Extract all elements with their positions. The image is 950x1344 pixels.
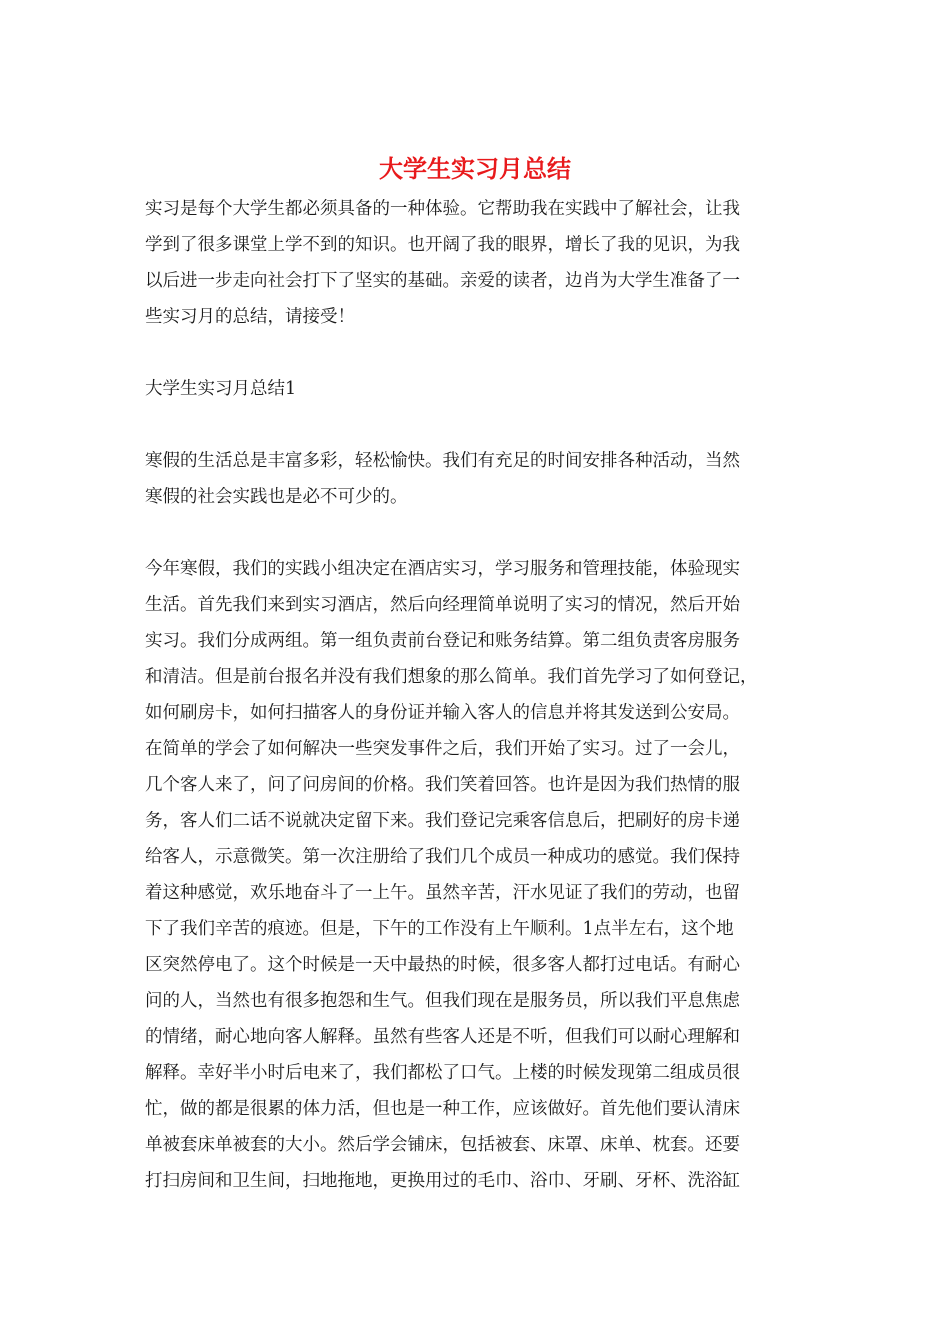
paragraph-line: 和清洁。但是前台报名并没有我们想象的那么简单。我们首先学习了如何登记， — [145, 667, 758, 687]
paragraph-line: 今年寒假，我们的实践小组决定在酒店实习，学习服务和管理技能，体验现实 — [145, 559, 740, 579]
section-heading-text: 大学生实习月总结1 — [145, 379, 297, 399]
intro-paragraph — [145, 191, 810, 335]
paragraph-line: 单被套床单被套的大小。然后学会铺床，包括被套、床罩、床单、枕套。还要 — [145, 1135, 740, 1155]
paragraph-2 — [145, 551, 810, 1199]
paragraph-line: 实习。我们分成两组。第一组负责前台登记和账务结算。第二组负责客房服务 — [145, 631, 740, 651]
intro-line: 实习是每个大学生都必须具备的一种体验。它帮助我在实践中了解社会，让我 — [145, 199, 740, 219]
section-heading — [145, 371, 810, 407]
paragraph-line: 给客人，示意微笑。第一次注册给了我们几个成员一种成功的感觉。我们保持 — [145, 847, 740, 867]
document-title: 大学生实习月总结 — [379, 154, 571, 183]
intro-line: 学到了很多课堂上学不到的知识。也开阔了我的眼界，增长了我的见识，为我 — [145, 235, 740, 255]
paragraph-line: 打扫房间和卫生间，扫地拖地，更换用过的毛巾、浴巾、牙刷、牙杯、洗浴缸 — [145, 1171, 740, 1191]
paragraph-line: 寒假的生活总是丰富多彩，轻松愉快。我们有充足的时间安排各种活动，当然 — [145, 451, 740, 471]
paragraph-line: 区突然停电了。这个时候是一天中最热的时候，很多客人都打过电话。有耐心 — [145, 955, 740, 975]
paragraph-line: 解释。幸好半小时后电来了，我们都松了口气。上楼的时候发现第二组成员很 — [145, 1063, 740, 1083]
paragraph-line: 的情绪，耐心地向客人解释。虽然有些客人还是不听，但我们可以耐心理解和 — [145, 1027, 740, 1047]
paragraph-1 — [145, 443, 810, 515]
paragraph-line: 着这种感觉，欢乐地奋斗了一上午。虽然辛苦，汗水见证了我们的劳动，也留 — [145, 883, 740, 903]
paragraph-line: 务，客人们二话不说就决定留下来。我们登记完乘客信息后，把刷好的房卡递 — [145, 811, 740, 831]
paragraph-line: 问的人，当然也有很多抱怨和生气。但我们现在是服务员，所以我们平息焦虑 — [145, 991, 740, 1011]
paragraph-line: 忙，做的都是很累的体力活，但也是一种工作，应该做好。首先他们要认清床 — [145, 1099, 740, 1119]
paragraph-line: 生活。首先我们来到实习酒店，然后向经理简单说明了实习的情况，然后开始 — [145, 595, 740, 615]
paragraph-line: 下了我们辛苦的痕迹。但是，下午的工作没有上午顺利。1点半左右，这个地 — [145, 919, 734, 939]
paragraph-line: 寒假的社会实践也是必不可少的。 — [145, 487, 408, 507]
intro-line: 些实习月的总结，请接受！ — [145, 307, 355, 327]
paragraph-line: 在简单的学会了如何解决一些突发事件之后，我们开始了实习。过了一会儿， — [145, 739, 740, 759]
paragraph-line: 几个客人来了，问了问房间的价格。我们笑着回答。也许是因为我们热情的服 — [145, 775, 740, 795]
intro-line: 以后进一步走向社会打下了坚实的基础。亲爱的读者，边肖为大学生准备了一 — [145, 271, 740, 291]
paragraph-line: 如何刷房卡，如何扫描客人的身份证并输入客人的信息并将其发送到公安局。 — [145, 703, 740, 723]
